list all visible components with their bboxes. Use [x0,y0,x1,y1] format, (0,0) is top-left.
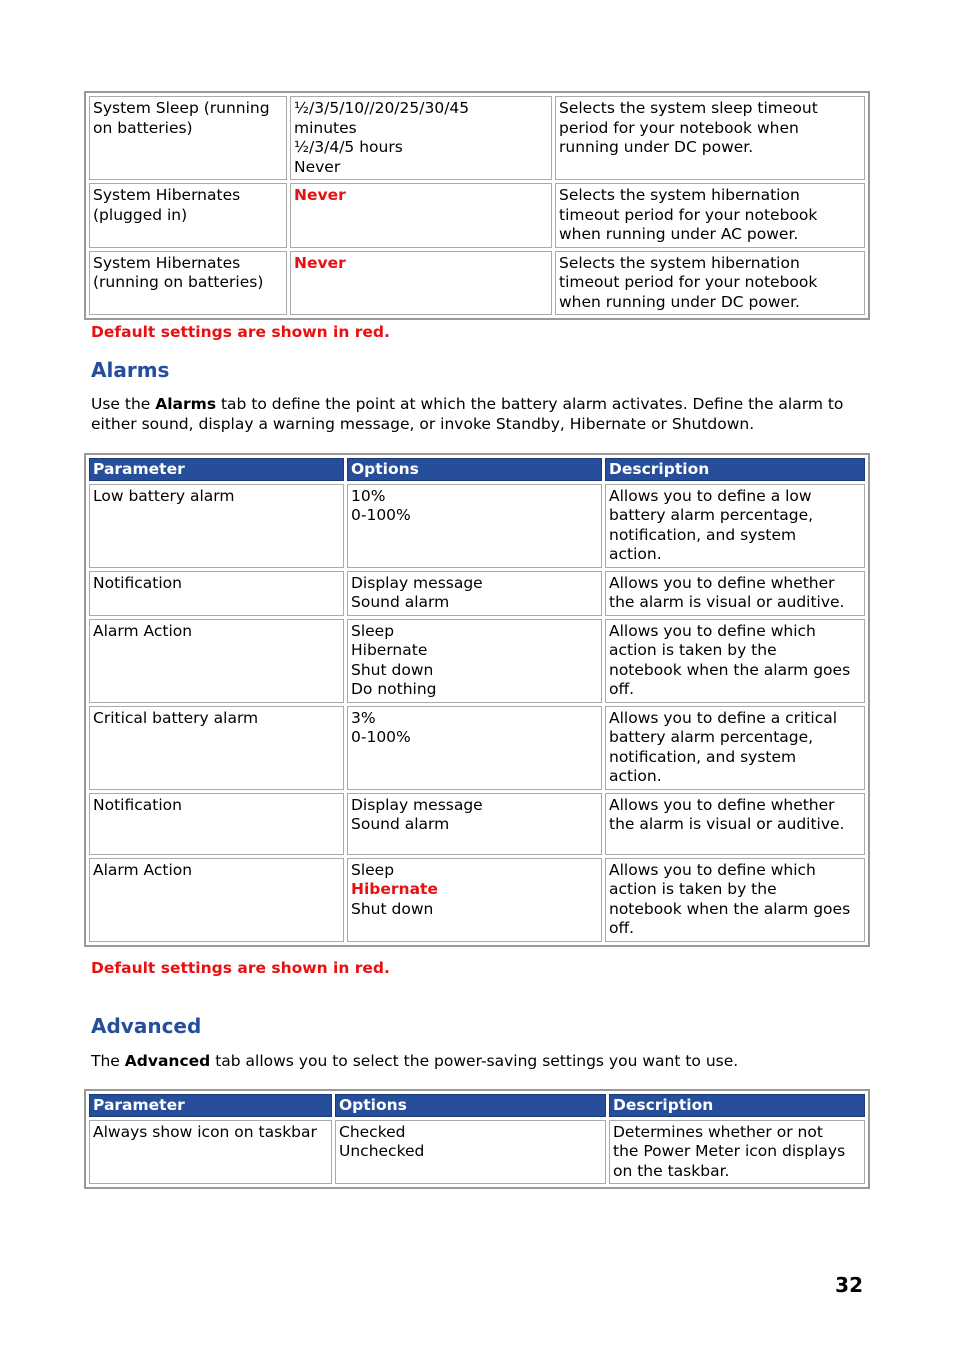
option-text: minutes [294,118,357,137]
description-text: Allows you to define whether [609,573,835,592]
alarms-table [84,453,870,947]
option-text: Display message [351,573,483,592]
parameter-cell [89,96,287,180]
option-text: Do nothing [351,680,437,698]
table-row [89,96,865,180]
table-row [89,706,865,790]
power-schemes-table [84,91,870,320]
page-number: 32 [835,1273,863,1297]
description-cell [605,706,865,790]
description-text: action. [609,545,662,563]
options-cell [335,1120,606,1185]
description-cell [605,571,865,616]
description-text: notebook when the alarm goes [609,660,851,679]
table-row [89,251,865,316]
parameter-text: Critical battery alarm [93,708,259,727]
options-cell [290,96,552,180]
option-text: Shut down [351,660,434,679]
default-option: Never [294,253,346,272]
option-text: Hibernate [351,641,428,659]
option-text: Checked [339,1122,406,1141]
table-row [89,183,865,248]
parameter-text: Notification [93,573,182,592]
alarms-tab-name: Alarms [155,395,217,413]
parameter-text: on batteries) [93,118,193,137]
option-text: 10% [351,486,386,505]
description-text: Selects the system sleep timeout [559,99,818,117]
parameter-cell [89,484,344,568]
description-cell [605,484,865,568]
description-text: off. [609,680,635,698]
table-row [89,484,865,568]
table-row [89,619,865,703]
option-text: Sound alarm [351,815,450,833]
option-text: Sleep [351,621,395,640]
option-text: 0-100% [351,506,411,524]
table-row [89,858,865,942]
description-text: battery alarm percentage, [609,506,814,524]
alarms-table-header [89,458,865,481]
options-cell [347,706,602,790]
parameter-text: Low battery alarm [93,486,235,505]
options-cell [290,251,552,316]
options-cell [347,793,602,855]
options-cell [347,484,602,568]
description-cell [555,251,865,316]
header-parameter: Parameter [89,458,344,481]
table-row [89,1120,865,1185]
description-text: on the taskbar. [613,1161,730,1180]
option-text: Shut down [351,899,434,918]
option-text: Never [294,157,341,176]
description-cell [555,183,865,248]
option-text: ½/3/4/5 hours [294,138,403,156]
alarms-heading: Alarms [91,358,170,382]
header-options: Options [335,1094,606,1117]
advanced-description: The Advanced tab allows you to select the power-saving settings you want to use. [91,1052,739,1070]
description-text: when running under DC power. [559,292,800,311]
description-text: timeout period for your notebook [559,273,818,291]
parameter-cell [89,183,287,248]
advanced-table-header [89,1094,865,1117]
parameter-cell [89,619,344,703]
header-options: Options [347,458,602,481]
parameter-text: Alarm Action [93,860,193,879]
table-row [89,793,865,855]
parameter-text: Alarm Action [93,621,193,640]
description-text: Allows you to define which [609,860,816,879]
description-cell [609,1120,865,1185]
description-text: the Power Meter icon displays [613,1142,846,1160]
parameter-cell [89,793,344,855]
description-text: notification, and system [609,525,797,544]
description-text: the alarm is visual or auditive. [609,815,845,833]
option-text: Display message [351,795,483,814]
parameter-text: (running on batteries) [93,273,264,291]
description-text: Allows you to define a low [609,486,812,505]
parameter-cell [89,571,344,616]
option-text: Unchecked [339,1142,425,1160]
advanced-heading: Advanced [91,1014,202,1038]
description-text: action is taken by the [609,641,777,659]
description-text: Selects the system hibernation [559,253,800,272]
parameter-text: Always show icon on taskbar [93,1122,317,1141]
option-text: Sound alarm [351,593,450,611]
description-cell [555,96,865,180]
table-row [89,571,865,616]
default-option: Never [294,186,346,204]
advanced-tab-name: Advanced [124,1052,211,1070]
default-settings-note: Default settings are shown in red. [91,323,390,341]
description-text: notification, and system [609,747,797,766]
options-cell [347,858,602,942]
parameter-text: (plugged in) [93,205,188,224]
description-text: off. [609,919,635,937]
description-text: action is taken by the [609,880,777,898]
advanced-table [84,1089,870,1189]
description-cell [605,858,865,942]
parameter-text: Notification [93,795,182,814]
description-text: notebook when the alarm goes [609,899,851,918]
default-option: Hibernate [351,880,438,898]
option-text: 3% [351,708,376,727]
header-parameter: Parameter [89,1094,332,1117]
description-text: when running under AC power. [559,225,799,243]
option-text: 0-100% [351,728,411,746]
header-description: Description [605,458,865,481]
default-settings-note: Default settings are shown in red. [91,959,390,977]
parameter-cell [89,706,344,790]
parameter-text: System Sleep (running [93,99,270,117]
alarms-description: Use the Alarms tab to define the point at which the battery alarm activates. Define the alarm to either sound, display a warning message, or invoke Standby, Hibernate or Shutdown. [91,395,844,433]
description-text: Allows you to define which [609,621,816,640]
option-text: ½/3/5/10//20/25/30/45 [294,99,470,117]
description-text: battery alarm percentage, [609,728,814,746]
parameter-cell [89,251,287,316]
description-text: the alarm is visual or auditive. [609,593,845,611]
description-text: Selects the system hibernation [559,186,800,204]
description-text: Allows you to define a critical [609,708,838,727]
parameter-cell [89,1120,332,1185]
description-text: period for your notebook when [559,118,799,137]
options-cell [347,571,602,616]
description-text: Determines whether or not [613,1122,823,1141]
description-text: action. [609,767,662,785]
header-description: Description [609,1094,865,1117]
parameter-cell [89,858,344,942]
options-cell [347,619,602,703]
option-text: Sleep [351,860,395,879]
options-cell [290,183,552,248]
parameter-text: System Hibernates [93,186,241,204]
parameter-text: System Hibernates [93,253,241,272]
description-text: Allows you to define whether [609,795,835,814]
description-cell [605,793,865,855]
description-cell [605,619,865,703]
description-text: timeout period for your notebook [559,205,818,224]
description-text: running under DC power. [559,138,754,156]
